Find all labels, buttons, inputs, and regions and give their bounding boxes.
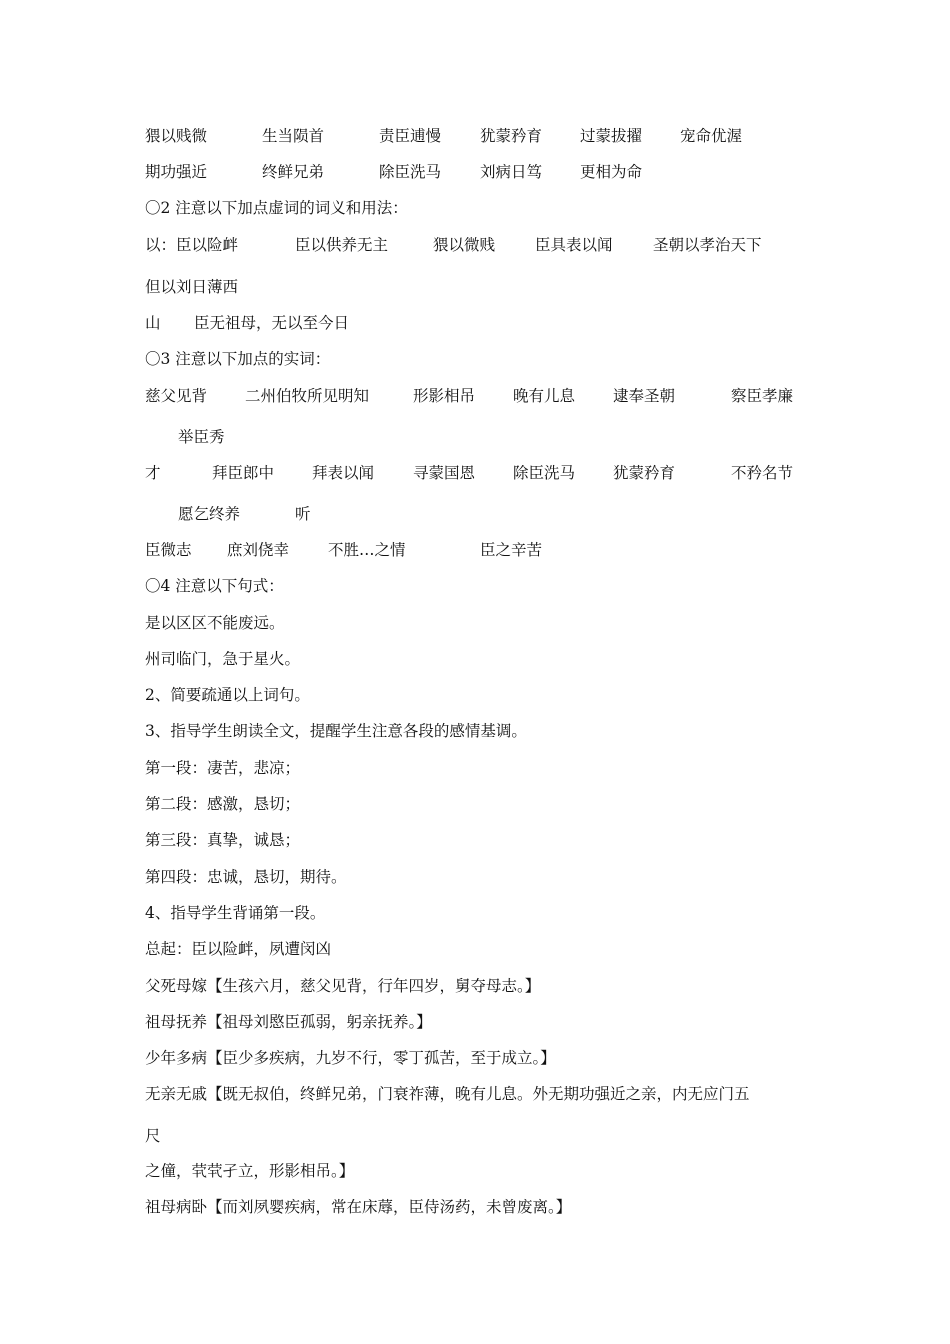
vocab-term: 愿乞终养 bbox=[178, 505, 241, 523]
vocab-term: 臣具表以闻 bbox=[535, 236, 613, 254]
vocab-term: 犹蒙矜育 bbox=[613, 464, 676, 482]
vocab-term: 宠命优渥 bbox=[680, 127, 743, 145]
vocab-term: 才 bbox=[145, 464, 161, 482]
summary-line: 父死母嫁【生孩六月，慈父见背，行年四岁，舅夺母志。】 bbox=[145, 977, 541, 995]
vocab-term: 庶刘侥幸 bbox=[227, 541, 290, 559]
vocab-term: 慈父见背 bbox=[145, 387, 208, 405]
vocab-term: 圣朝以孝治天下 bbox=[653, 236, 762, 254]
vocab-term: 刘病日笃 bbox=[480, 163, 543, 181]
summary-line: 尺 bbox=[145, 1127, 161, 1145]
vocab-term: 过蒙拔擢 bbox=[580, 127, 643, 145]
summary-line: 总起：臣以险衅，夙遭闵凶 bbox=[145, 940, 332, 958]
vocab-term: 犹蒙矜育 bbox=[480, 127, 543, 145]
sentence-example: 是以区区不能废远。 bbox=[145, 614, 285, 632]
step-2: 2、简要疏通以上词句。 bbox=[145, 686, 310, 704]
vocab-term: 山 bbox=[145, 314, 161, 332]
vocab-term: 形影相吊 bbox=[413, 387, 476, 405]
vocab-term: 听 bbox=[295, 505, 311, 523]
paragraph-tone: 第一段：凄苦，悲凉； bbox=[145, 759, 301, 777]
vocab-term: 寻蒙国恩 bbox=[413, 464, 476, 482]
vocab-term: 晚有儿息 bbox=[513, 387, 576, 405]
vocab-term: 臣以供养无主 bbox=[295, 236, 389, 254]
summary-line: 祖母抚养【祖母刘愍臣孤弱，躬亲抚养。】 bbox=[145, 1013, 432, 1031]
step-3: 3、指导学生朗读全文，提醒学生注意各段的感情基调。 bbox=[145, 722, 527, 740]
summary-line: 之僮，茕茕孑立，形影相吊。】 bbox=[145, 1162, 355, 1180]
vocab-term: 二州伯牧所见明知 bbox=[245, 387, 370, 405]
vocab-term: 更相为命 bbox=[580, 163, 643, 181]
vocab-term: 期功强近 bbox=[145, 163, 208, 181]
paragraph-tone: 第二段：感激，恳切； bbox=[145, 795, 301, 813]
vocab-term: 除臣洗马 bbox=[513, 464, 576, 482]
sentence-example: 州司临门，急于星火。 bbox=[145, 650, 301, 668]
summary-line: 少年多病【臣少多疾病，九岁不行，零丁孤苦，至于成立。】 bbox=[145, 1049, 556, 1067]
summary-line: 祖母病卧【而刘夙婴疾病，常在床蓐，臣侍汤药，未曾废离。】 bbox=[145, 1198, 572, 1216]
vocab-term: 责臣逋慢 bbox=[379, 127, 442, 145]
text-line: 举臣秀 bbox=[178, 428, 225, 446]
vocab-term: 生当陨首 bbox=[262, 127, 325, 145]
vocab-term: 臣之辛苦 bbox=[480, 541, 543, 559]
paragraph-tone: 第三段：真挚，诚恳； bbox=[145, 831, 301, 849]
vocab-term: 拜表以闻 bbox=[312, 464, 375, 482]
vocab-term: 臣无祖母，无以至今日 bbox=[194, 314, 350, 332]
summary-line: 无亲无戚【既无叔伯，终鲜兄弟，门衰祚薄，晚有儿息。外无期功强近之亲，内无应门五 bbox=[145, 1085, 750, 1103]
vocab-term: 除臣洗马 bbox=[379, 163, 442, 181]
text-line: 但以刘日薄西 bbox=[145, 278, 239, 296]
vocab-term: 终鲜兄弟 bbox=[262, 163, 325, 181]
vocab-term: 拜臣郎中 bbox=[212, 464, 275, 482]
vocab-term: 不胜…之情 bbox=[328, 541, 406, 559]
vocab-term: 猥以贱微 bbox=[145, 127, 208, 145]
vocab-term: 逮奉圣朝 bbox=[613, 387, 676, 405]
vocab-term: 不矜名节 bbox=[731, 464, 794, 482]
paragraph-tone: 第四段：忠诚，恳切，期待。 bbox=[145, 868, 347, 886]
section-heading-2: 〇2 注意以下加点虚词的词义和用法： bbox=[145, 199, 408, 217]
section-heading-3: 〇3 注意以下加点的实词： bbox=[145, 350, 331, 368]
vocab-term: 以：臣以险衅 bbox=[145, 236, 239, 254]
section-heading-4: 〇4 注意以下句式： bbox=[145, 577, 284, 595]
vocab-term: 猥以微贱 bbox=[433, 236, 496, 254]
step-4: 4、指导学生背诵第一段。 bbox=[145, 904, 326, 922]
vocab-term: 臣微志 bbox=[145, 541, 192, 559]
vocab-term: 察臣孝廉 bbox=[731, 387, 794, 405]
